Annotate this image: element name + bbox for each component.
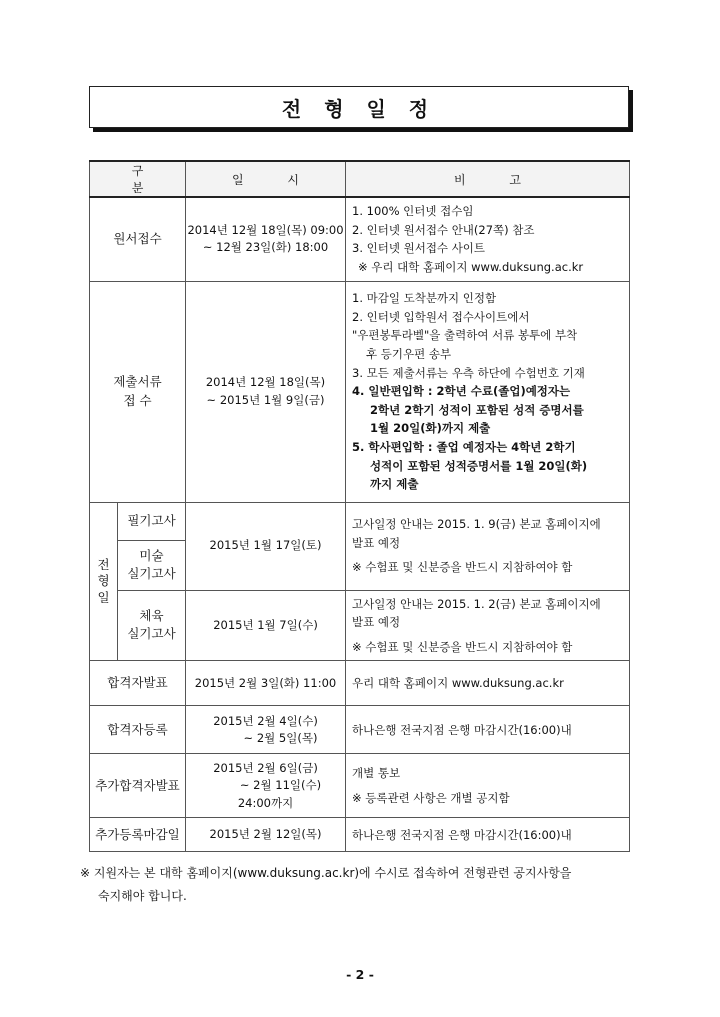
header-remarks: 비 고 bbox=[346, 161, 630, 197]
header-datetime: 일 시 bbox=[186, 161, 346, 197]
date-additional-register: 2015년 2월 12일(목) bbox=[186, 818, 346, 852]
row-additional-register bbox=[90, 818, 630, 852]
row-register bbox=[90, 706, 630, 754]
page-number: - 2 - bbox=[346, 967, 374, 982]
category-pe-exam: 체육 실기고사 bbox=[118, 590, 186, 661]
schedule-table bbox=[89, 160, 630, 852]
notes-announce: 우리 대학 홈페이지 www.duksung.ac.kr bbox=[346, 661, 630, 706]
date-pe-exam: 2015년 1월 7일(수) bbox=[186, 590, 346, 661]
notes-pe-exam: 고사일정 안내는 2015. 1. 2(금) 본교 홈페이지에 발표 예정 ※ 수험표 및 신분증을 반드시 지참하여야 함 bbox=[346, 590, 630, 661]
category-additional-register: 추가등록마감일 bbox=[90, 818, 186, 852]
row-announce bbox=[90, 661, 630, 706]
header-category: 구 분 bbox=[90, 161, 186, 197]
table-header-row bbox=[90, 161, 630, 197]
row-additional bbox=[90, 754, 630, 818]
row-pe-exam bbox=[90, 590, 630, 661]
row-application bbox=[90, 197, 630, 281]
exam-group-label: 전 형 일 bbox=[90, 502, 118, 661]
category-application: 원서접수 bbox=[90, 197, 186, 281]
page-title: 전 형 일 정 bbox=[281, 96, 437, 121]
row-written-exam bbox=[90, 502, 630, 540]
date-announce: 2015년 2월 3일(화) 11:00 bbox=[186, 661, 346, 706]
notes-register: 하나은행 전국지점 은행 마감시간(16:00)내 bbox=[346, 706, 630, 754]
row-documents bbox=[90, 281, 630, 502]
date-application: 2014년 12월 18일(목) 09:00 ~ 12월 23일(화) 18:00 bbox=[186, 197, 346, 281]
title-box bbox=[89, 86, 629, 128]
date-art-exam: 2015년 1월 17일(토) bbox=[186, 502, 346, 590]
date-additional: 2015년 2월 6일(금) ~ 2월 11일(수) 24:00까지 bbox=[186, 754, 346, 818]
notes-art-exam: 고사일정 안내는 2015. 1. 9(금) 본교 홈페이지에 발표 예정 ※ 수험표 및 신분증을 반드시 지참하여야 함 bbox=[346, 502, 630, 590]
website-note: ※ 우리 대학 홈페이지 www.duksung.ac.kr bbox=[358, 259, 584, 274]
category-announce: 합격자발표 bbox=[90, 661, 186, 706]
notes-additional-register: 하나은행 전국지점 은행 마감시간(16:00)내 bbox=[346, 818, 630, 852]
category-written-exam: 필기고사 bbox=[118, 502, 186, 540]
category-documents: 제출서류 접 수 bbox=[90, 281, 186, 502]
notes-documents: 1. 마감일 도착분까지 인정함 2. 인터넷 입학원서 접수사이트에서 "우편봉투라벨"을 출력하여 서류 봉투에 부착 후 등기우편 송부 3. 모든 제출서류는 우측 하단에 수험번호 기재 4. 일반편입학 : 2학년 수료(졸업)예정자는 2학년 2학기 성적이 포함된 성적 증명서를 1월 20일(화)까지 제출 5. 학사편입학 : 졸업 예정자는 4학년 2학기 성적이 포함된 성적증명서를 1월 20일(화) 까지 제출 bbox=[346, 281, 630, 502]
date-documents: 2014년 12월 18일(목) ~ 2015년 1월 9일(금) bbox=[186, 281, 346, 502]
date-register: 2015년 2월 4일(수) ~ 2월 5일(목) bbox=[186, 706, 346, 754]
notes-application: 1. 100% 인터넷 접수임 2. 인터넷 원서접수 안내(27쪽) 참조 3. 인터넷 원서접수 사이트 ※ 우리 대학 홈페이지 www.duksung.ac.kr bbox=[346, 197, 630, 281]
footer-note: ※ 지원자는 본 대학 홈페이지(www.duksung.ac.kr)에 수시로 접속하여 전형관련 공지사항을 숙지해야 합니다. bbox=[80, 866, 572, 903]
category-art-exam: 미술 실기고사 bbox=[118, 540, 186, 590]
category-additional: 추가합격자발표 bbox=[90, 754, 186, 818]
category-register: 합격자등록 bbox=[90, 706, 186, 754]
notes-additional: 개별 통보 ※ 등록관련 사항은 개별 공지함 bbox=[346, 754, 630, 818]
